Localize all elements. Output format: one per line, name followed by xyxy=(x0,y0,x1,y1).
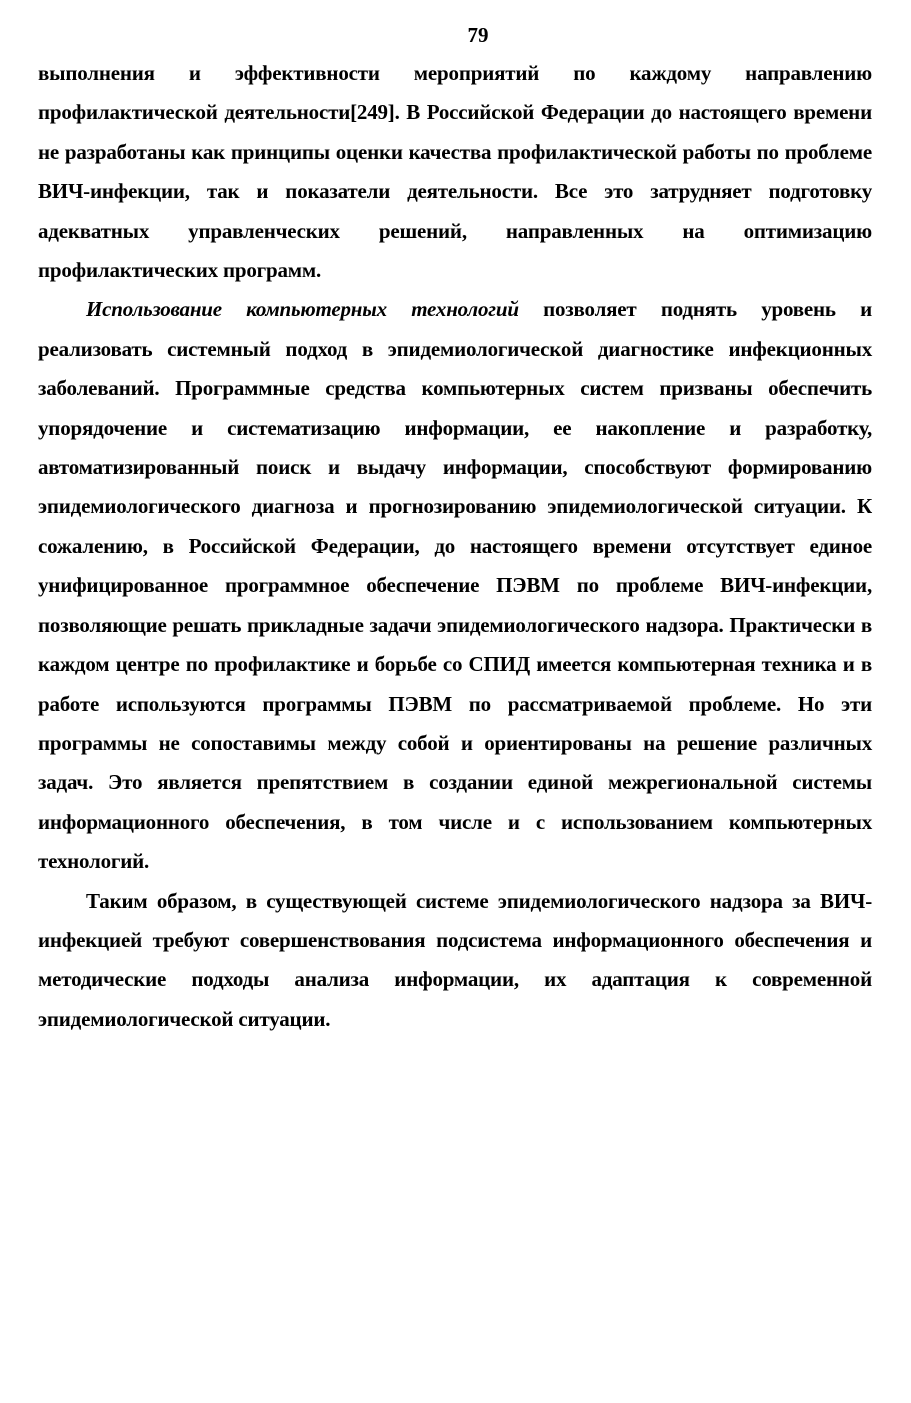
paragraph-continuation: выполнения и эффективности мероприятий по каждому направлению профилактической деятельности[249]. В Российской Федерации до настоящего времени не разработаны как принципы оценки качества профилактической работы по проблеме ВИЧ-инфекции, так и показатели деятельности. Все это затрудняет подготовку адекватных управленческих решений, направленных на оптимизацию профилактических программ. xyxy=(38,61,872,283)
paragraph-conclusion: Таким образом, в существующей системе эпидемиологического надзора за ВИЧ-инфекцией требуют совершенствования подсистема информационного обеспечения и методические подходы анализа информации, их адаптация к современной эпидемиологической ситуации. xyxy=(38,888,872,1031)
paragraph-computer-technologies xyxy=(38,290,872,881)
emphasized-phrase: Использование компьютерных технологий xyxy=(86,297,519,322)
body-text xyxy=(38,54,872,1039)
page-number: 79 xyxy=(467,23,489,47)
paragraph-text: позволяет поднять уровень и реализовать системный подход в эпидемиологической диагностике инфекционных заболеваний. Программные средства компьютерных систем призваны обеспечить упорядочение и систематизацию информации, ее накопление и разработку, автоматизированный поиск и выдачу информации, способствуют формированию эпидемиологического диагноза и прогнозированию эпидемиологической ситуации. К сожалению, в Российской Федерации, до настоящего времени отсутствует единое унифицированное программное обеспечение ПЭВМ по проблеме ВИЧ-инфекции, позволяющие решать прикладные задачи эпидемиологического надзора. Практически в каждом центре по профилактике и борьбе со СПИД имеется компьютерная техника и в работе используются программы ПЭВМ по рассматриваемой проблеме. Но эти программы не сопоставимы между собой и ориентированы на решение различных задач. Это является препятствием в создании единой межрегиональной системы информационного обеспечения, в том числе и с использованием компьютерных технологий. xyxy=(38,297,872,874)
